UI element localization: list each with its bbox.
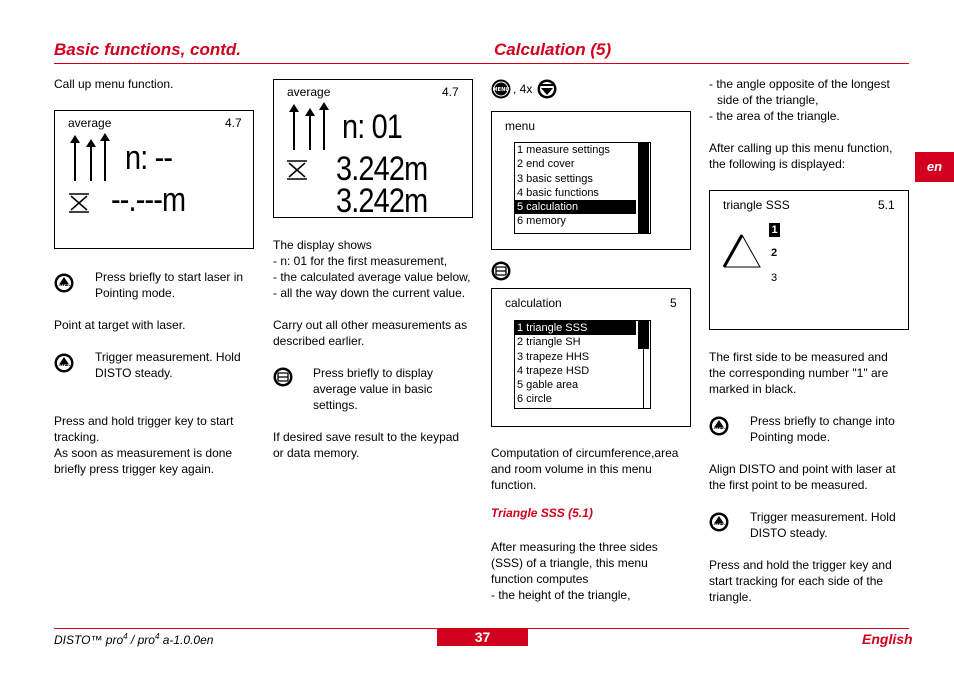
dist-key-icon [709, 416, 729, 436]
calculation-display [491, 288, 691, 427]
menu-item[interactable]: 3 trapeze HHS [517, 350, 590, 363]
menu-item[interactable]: 5 gable area [517, 379, 579, 392]
trigger-text: Trigger measurement. Hold DISTO steady. [750, 510, 896, 540]
menu-item[interactable]: 6 circle [517, 393, 552, 406]
display-average-result [273, 79, 473, 218]
display-value-average: 3.242m [336, 182, 428, 220]
calc-list [514, 320, 651, 409]
calc-scrollbar[interactable] [638, 321, 649, 349]
display-average-empty [54, 110, 254, 249]
calc-scrollbar-track [643, 349, 644, 408]
language-tab: en [915, 152, 954, 182]
display-count: n: -- [125, 139, 173, 177]
display-shows-text: The display shows - n: 01 for the first measurement, - the calculated average value below, - all the way down the current value. [273, 238, 471, 300]
display-label: triangle SSS [723, 198, 790, 212]
menu-item-selected[interactable]: 1 triangle SSS [515, 321, 636, 335]
display-number: 4.7 [225, 116, 242, 130]
press-average-text: Press briefly to display average value in basic settings. [313, 366, 434, 412]
page-number: 37 [437, 629, 528, 646]
menu-title: menu [505, 119, 536, 133]
menu-list [514, 142, 651, 234]
svg-text:DIST: DIST [713, 428, 725, 433]
carry-out-text: Carry out all other measurements as described earlier. [273, 318, 468, 348]
side-3-label: 3 [771, 272, 778, 284]
step-trigger: Trigger measurement. Hold DISTO steady. [95, 350, 241, 380]
display-number: 5.1 [878, 198, 895, 212]
menu-item[interactable]: 1 measure settings [517, 144, 610, 156]
display-number: 4.7 [442, 85, 459, 99]
menu-display [491, 111, 691, 250]
menu-item[interactable]: 4 basic functions [517, 186, 599, 199]
step-point: Point at target with laser. [54, 318, 186, 332]
after-measuring-text: After measuring the three sides (SSS) of a triangle, this menu function computes - the height of the triangle, [491, 540, 658, 602]
dist-key-icon [54, 273, 74, 293]
save-result-text: If desired save result to the keypad or data memory. [273, 430, 460, 460]
section-heading-left: Basic functions, contd. [54, 40, 242, 59]
menu-item[interactable]: 2 end cover [517, 158, 575, 171]
menu-scrollbar[interactable] [638, 143, 649, 233]
display-label: average [68, 116, 112, 130]
intro-text: Call up menu function. [54, 77, 174, 91]
calc-number: 5 [670, 296, 677, 310]
average-arrows-icon [69, 133, 119, 183]
display-value: --.---m [111, 181, 186, 219]
after-calling-text: After calling up this menu function, the following is displayed: [709, 141, 893, 171]
min-max-icon [287, 160, 307, 180]
dist-key-icon [709, 512, 729, 532]
min-max-icon [69, 193, 89, 213]
svg-text:MENU: MENU [492, 87, 510, 93]
subheading-triangle-sss: Triangle SSS (5.1) [491, 506, 593, 520]
header-rule [54, 63, 909, 64]
menu-item[interactable]: 2 triangle SH [517, 336, 581, 349]
section-heading-right: Calculation (5) [494, 40, 612, 59]
computation-text: Computation of circumference,area and room volume in this menu function. [491, 446, 679, 492]
dist-key-icon [54, 353, 74, 373]
first-side-text: The first side to be measured and the corresponding number "1" are marked in black. [709, 350, 889, 396]
display-count: n: 01 [342, 108, 403, 146]
calc-title: calculation [505, 296, 562, 310]
triangle-icon [722, 233, 762, 269]
display-label: average [287, 85, 331, 99]
side-1-marker: 1 [769, 223, 780, 237]
average-arrows-icon [288, 102, 338, 152]
press-pointing-text: Press briefly to change into Pointing mode. [750, 414, 895, 444]
align-text: Align DISTO and point with laser at the first point to be measured. [709, 462, 896, 492]
footer-product: DISTO™ pro$^4$ / pro$^4$ a-1.0.0en [54, 632, 214, 647]
svg-text:DIST: DIST [58, 365, 70, 370]
arrow-down-key-icon [537, 79, 557, 99]
angle-area-text: - the angle opposite of the longest side of the triangle, - the area of the triangle. [709, 77, 890, 123]
svg-text:DIST: DIST [713, 524, 725, 529]
menu-item[interactable]: 4 trapeze HSD [517, 364, 590, 377]
menu-item[interactable]: 6 memory [517, 215, 566, 228]
svg-text:DIST: DIST [58, 285, 70, 290]
step-tracking: Press and hold trigger key to start tracking. As soon as measurement is done briefly press trigger key again. [54, 414, 234, 476]
func-key-icon [273, 367, 293, 387]
footer-language: English [862, 631, 913, 647]
keys-text: , 4x [513, 82, 533, 96]
side-2-label: 2 [771, 247, 778, 259]
triangle-sss-display [709, 190, 909, 330]
hold-tracking-text: Press and hold the trigger key and start tracking for each side of the triangle. [709, 558, 892, 604]
display-value-current: 3.242m [336, 150, 428, 188]
menu-item[interactable]: 3 basic settings [517, 172, 593, 185]
menu-item-selected[interactable]: 5 calculation [515, 200, 636, 214]
step-start-laser: Press briefly to start laser in Pointing mode. [95, 270, 244, 300]
menu-key-icon [491, 79, 511, 99]
func-key-icon [491, 261, 511, 281]
